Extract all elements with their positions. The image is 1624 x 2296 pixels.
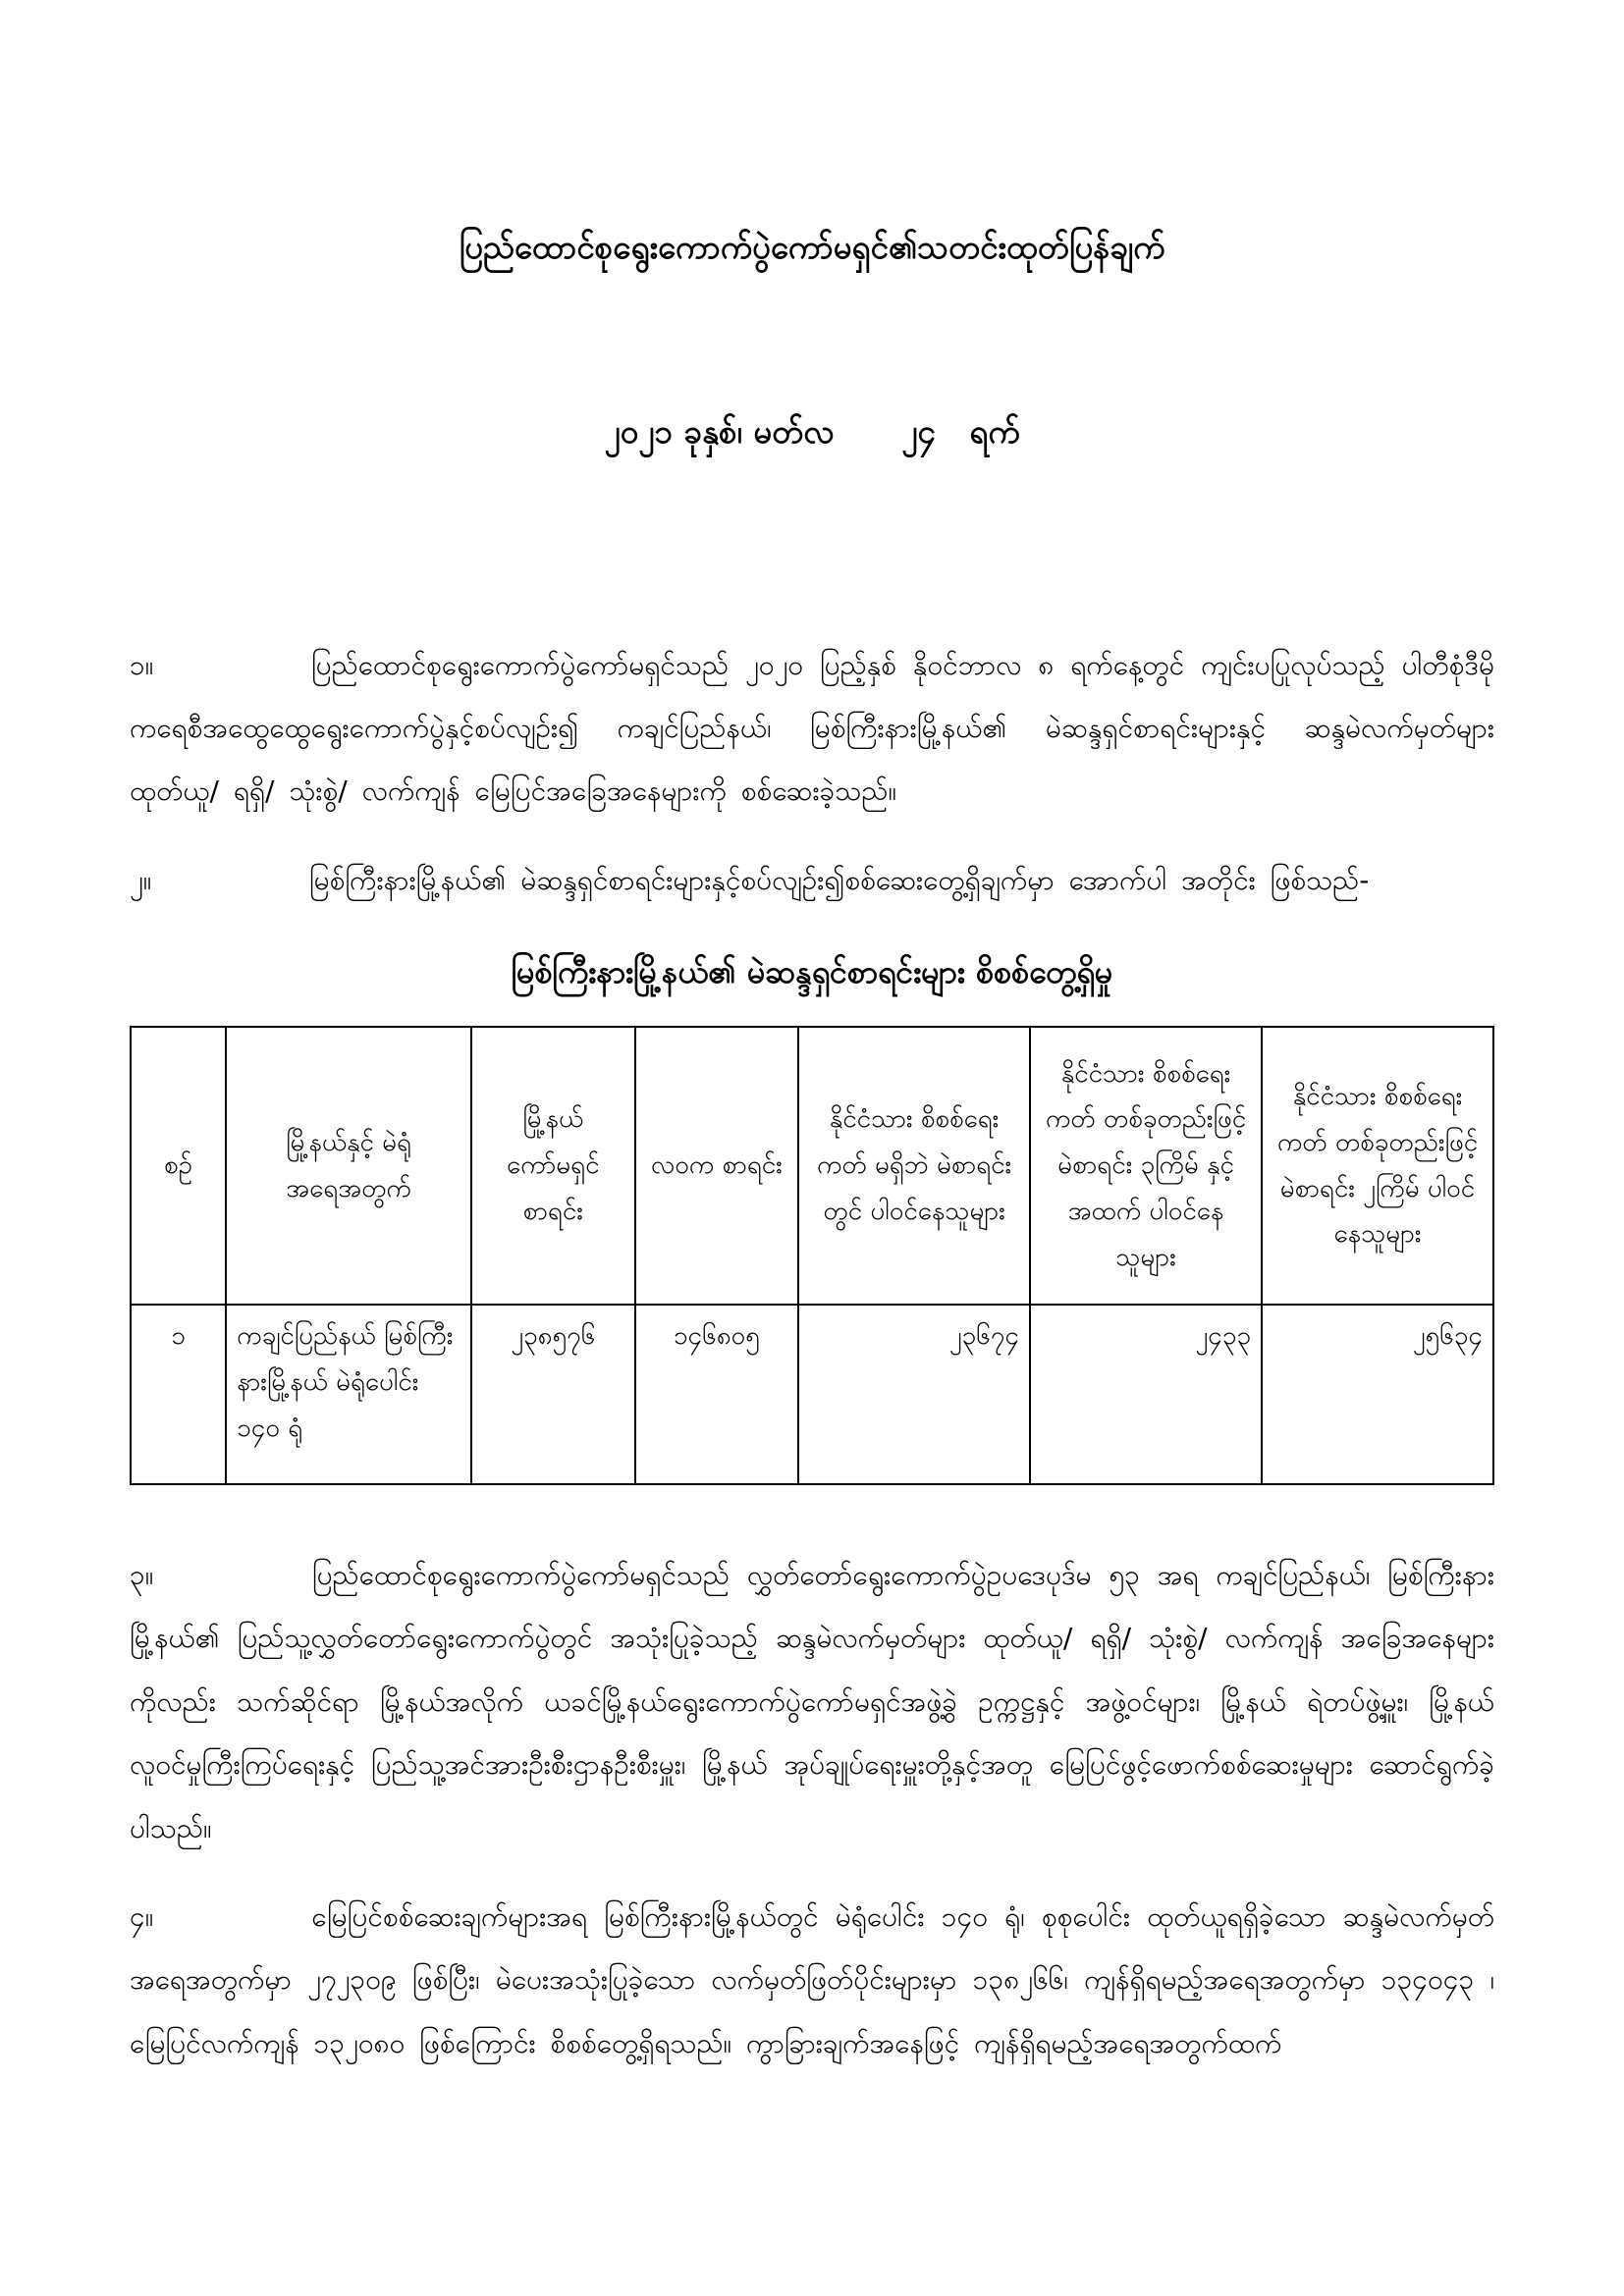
paragraph-2 bbox=[130, 849, 1494, 912]
table-row bbox=[131, 1305, 1493, 1484]
document-title-line1: ပြည်ထောင်စုရွေးကောက်ပွဲကော်မရှင်၏သတင်းထုတ်ပြန်ချက် bbox=[459, 228, 1165, 267]
table-header-immigration-list: လဝက စာရင်း bbox=[635, 1027, 799, 1305]
paragraph-1 bbox=[130, 634, 1494, 824]
voter-list-table bbox=[130, 1026, 1494, 1485]
table-header-township: မြို့နယ်နှင့် မဲရုံအရေအတွက် bbox=[226, 1027, 471, 1305]
document-title bbox=[130, 94, 1494, 587]
document-title-line2: ၂၀၂၁ ခုနှစ်၊ မတ်လ ၂၄ ရက် bbox=[604, 412, 1020, 452]
paragraph-3-text: ပြည်ထောင်စုရွေးကောက်ပွဲကော်မရှင်သည် လွှတ်တော်ရွေးကောက်ပွဲဥပဒေပုဒ်မ ၅၃ အရ ကချင်ပြည်နယ်၊ မြစ်ကြီးနားမြို့နယ်၏ ပြည်သူ့လွှတ်တော်ရွေးကောက်ပွဲတွင် အသုံးပြုခဲ့သည့် ဆန္ဒမဲလက်မှတ်များ ထုတ်ယူ/ ရရှိ/ သုံးစွဲ/ လက်ကျန် အခြေအနေများကိုလည်း သက်ဆိုင်ရာ မြို့နယ်အလိုက် ယခင်မြို့နယ်ရွေးကောက်ပွဲကော်မရှင်အဖွဲ့ခွဲ ဥက္ကဋ္ဌနှင့် အဖွဲ့ဝင်များ၊ မြို့နယ် ရဲတပ်ဖွဲ့မှူး၊ မြို့နယ်လူဝင်မှုကြီးကြပ်ရေးနှင့် ပြည်သူ့အင်အားဦးစီးဌာနဦးစီးမှူး၊ မြို့နယ် အုပ်ချုပ်ရေးမှူးတို့နှင့်အတူ မြေပြင်ဖွင့်ဖောက်စစ်ဆေးမှုများ ဆောင်ရွက်ခဲ့ပါသည်။ bbox=[130, 1559, 1494, 1844]
paragraph-3 bbox=[130, 1544, 1494, 1860]
paragraph-1-text: ပြည်ထောင်စုရွေးကောက်ပွဲကော်မရှင်သည် ၂၀၂၀ ပြည့်နှစ် နိုဝင်ဘာလ ၈ ရက်နေ့တွင် ကျင်းပပြုလုပ်သည့် ပါတီစုံဒီမိုကရေစီအထွေထွေရွေးကောက်ပွဲနှင့်စပ်လျဉ်း၍ ကချင်ပြည်နယ်၊ မြစ်ကြီးနားမြို့နယ်၏ မဲဆန္ဒရှင်စာရင်းများနှင့် ဆန္ဒမဲလက်မှတ်များ ထုတ်ယူ/ ရရှိ/ သုံးစွဲ/ လက်ကျန် မြေပြင်အခြေအနေများကို စစ်ဆေးခဲ့သည်။ bbox=[130, 648, 1494, 808]
cell-immigration-list: ၁၄၆၈၀၅ bbox=[635, 1305, 799, 1484]
cell-no-nrc: ၂၃၆၇၄ bbox=[798, 1305, 1030, 1484]
table-header-no-nrc: နိုင်ငံသား စိစစ်ရေးကတ် မရှိဘဲ မဲစာရင်းတွင် ပါဝင်နေသူများ bbox=[798, 1027, 1030, 1305]
cell-township: ကချင်ပြည်နယ် မြစ်ကြီးနားမြို့နယ် မဲရုံပေါင်း ၁၄၀ ရုံ bbox=[226, 1305, 471, 1484]
table-header-serial: စဉ် bbox=[131, 1027, 226, 1305]
paragraph-1-number: ၁။ bbox=[130, 648, 154, 681]
paragraph-4-number: ၄။ bbox=[130, 1900, 154, 1934]
paragraph-2-number: ၂။ bbox=[130, 863, 152, 896]
table-header-nrc-2times: နိုင်ငံသား စိစစ်ရေးကတ် တစ်ခုတည်းဖြင့် မဲစာရင်း ၂ကြိမ် ပါဝင်နေသူများ bbox=[1262, 1027, 1493, 1305]
cell-nrc-3times: ၂၄၃၃ bbox=[1030, 1305, 1262, 1484]
cell-nrc-2times: ၂၅၆၃၄ bbox=[1262, 1305, 1493, 1484]
table-header-nrc-3times: နိုင်ငံသား စိစစ်ရေးကတ် တစ်ခုတည်းဖြင့် မဲစာရင်း ၃ကြိမ် နှင့် အထက် ပါဝင်နေသူများ bbox=[1030, 1027, 1262, 1305]
cell-serial: ၁ bbox=[131, 1305, 226, 1484]
paragraph-4-text: မြေပြင်စစ်ဆေးချက်များအရ မြစ်ကြီးနားမြို့နယ်တွင် မဲရုံပေါင်း ၁၄၀ ရုံ၊ စုစုပေါင်း ထုတ်ယူရရှိခဲ့သော ဆန္ဒမဲလက်မှတ်အရေအတွက်မှာ ၂၇၂၃၀၉ ဖြစ်ပြီး၊ မဲပေးအသုံးပြုခဲ့သော လက်မှတ်ဖြတ်ပိုင်းများမှာ ၁၃၈၂၆၆၊ ကျန်ရှိရမည့်အရေအတွက်မှာ ၁၃၄၀၄၃ ၊ မြေပြင်လက်ကျန် ၁၃၂၀၈၀ ဖြစ်ကြောင်း စိစစ်တွေ့ရှိရသည်။ ကွာခြားချက်အနေဖြင့် ကျန်ရှိရမည့်အရေအတွက်ထက် bbox=[130, 1900, 1494, 2059]
paragraph-4 bbox=[130, 1886, 1494, 2075]
paragraph-3-number: ၃။ bbox=[130, 1559, 154, 1592]
paragraph-2-text: မြစ်ကြီးနားမြို့နယ်၏ မဲဆန္ဒရှင်စာရင်းများနှင့်စပ်လျဉ်း၍စစ်ဆေးတွေ့ရှိချက်မှာ အောက်ပါ အတိုင်း ဖြစ်သည်- bbox=[308, 863, 1370, 896]
table-header-row bbox=[131, 1027, 1493, 1305]
cell-commission-list: ၂၃၈၅၇၆ bbox=[471, 1305, 635, 1484]
table-heading: မြစ်ကြီးနားမြို့နယ်၏ မဲဆန္ဒရှင်စာရင်းများ စိစစ်တွေ့ရှိမှု bbox=[511, 953, 1113, 991]
table-header-commission-list: မြို့နယ် ကော်မရှင် စာရင်း bbox=[471, 1027, 635, 1305]
